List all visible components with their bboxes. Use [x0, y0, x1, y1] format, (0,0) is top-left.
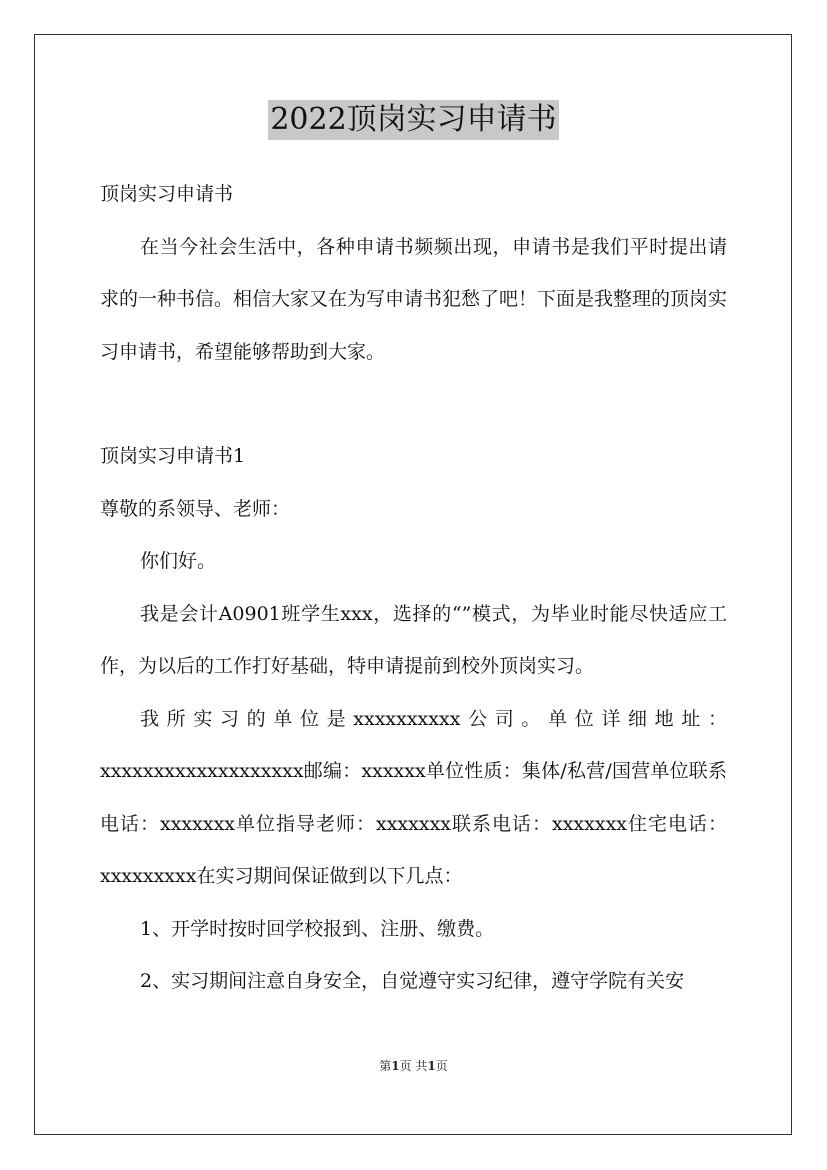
page-footer [0, 1057, 827, 1074]
title-container [0, 100, 827, 140]
document-title: 2022顶岗实习申请书 [268, 100, 558, 140]
list-item-1: 1、开学时按时回学校报到、注册、缴费。 [140, 917, 495, 940]
body-paragraph-2: 我所实习的单位是xxxxxxxxxx公司。单位详细地址：xxxxxxxxxxxxxxxxxxx邮编：xxxxxx单位性质：集体/私营/国营单位联系电话：xxxxxxx单位指导老师：xxxxxxx联系电话：xxxxxxx住宅电话：xxxxxxxxx在实习期间保证做到以下几点： [100, 707, 727, 887]
list-item-2: 2、实习期间注意自身安全，自觉遵守实习纪律，遵守学院有关安 [140, 970, 685, 992]
footer-page-total: 1 [427, 1059, 436, 1073]
footer-page-number: 1 [391, 1059, 400, 1073]
document-body [100, 168, 727, 1008]
salutation: 尊敬的系领导、老师： [100, 497, 291, 520]
footer-page-mid: 页 共 [399, 1059, 428, 1073]
footer-page-prefix: 第 [379, 1059, 392, 1073]
intro-paragraph: 在当今社会生活中，各种申请书频频出现，申请书是我们平时提出请求的一种书信。相信大家又在为写申请书犯愁了吧！下面是我整理的顶岗实习申请书，希望能够帮助到大家。 [100, 235, 728, 363]
greeting: 你们好。 [140, 550, 217, 572]
blank-line [100, 378, 727, 430]
footer-page-suffix: 页 [435, 1059, 448, 1073]
body-paragraph-1: 我是会计A0901班学生xxx，选择的“”模式，为毕业时能尽快适应工作，为以后的工作打好基础，特申请提前到校外顶岗实习。 [100, 602, 727, 677]
section-heading: 顶岗实习申请书1 [100, 445, 246, 467]
heading-paragraph: 顶岗实习申请书 [100, 183, 234, 205]
